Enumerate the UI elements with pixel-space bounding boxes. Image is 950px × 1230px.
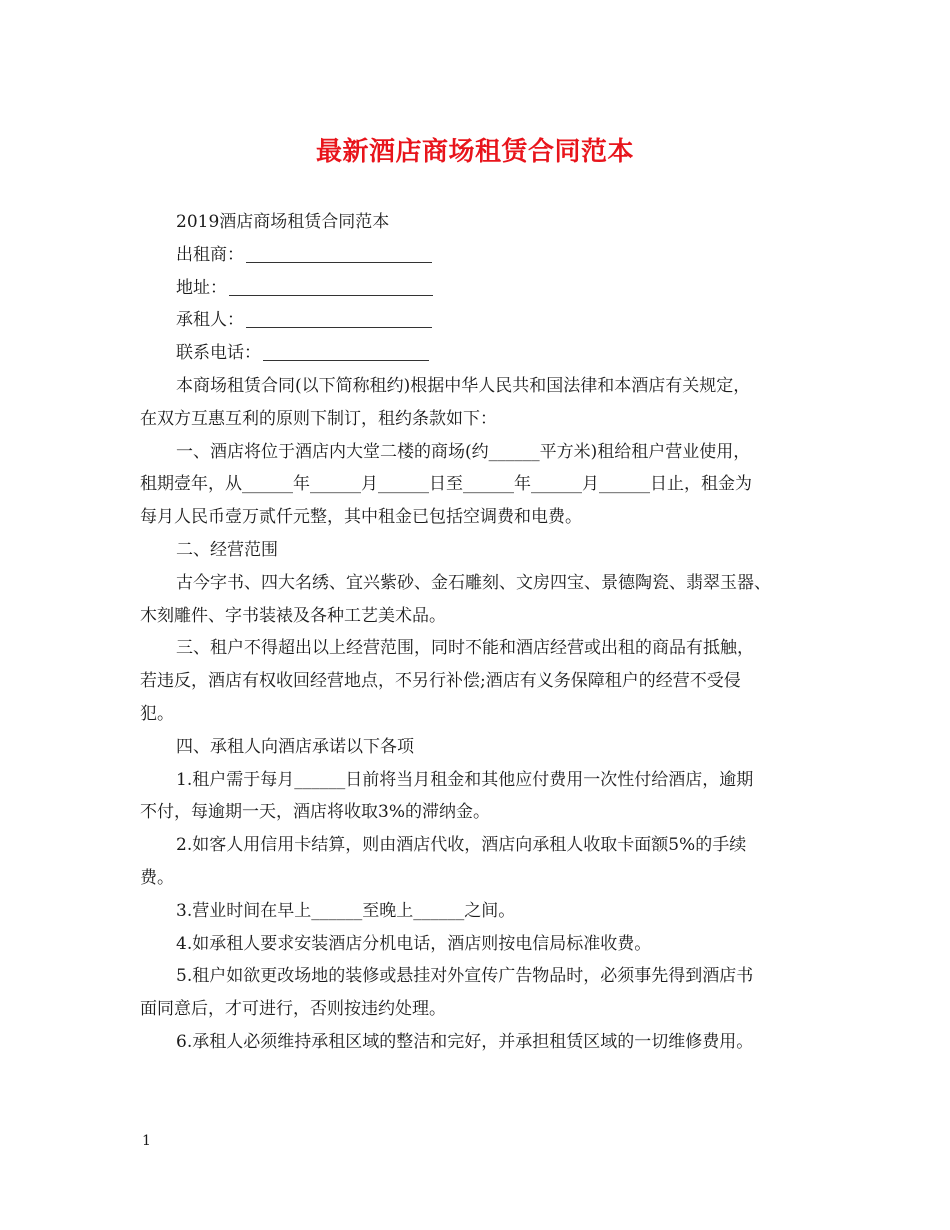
contract-line: 四、承租人向酒店承诺以下各项: [176, 736, 414, 757]
contract-line: 犯。: [140, 703, 174, 724]
contract-line: 每月人民币壹万贰仟元整，其中租金已包括空调费和电费。: [140, 507, 582, 528]
contract-line: 一、酒店将位于酒店内大堂二楼的商场(约______平方米)租给租户营业使用，: [176, 441, 751, 462]
contract-line: 4.如承租人要求安装酒店分机电话，酒店则按电信局标准收费。: [176, 933, 652, 954]
contract-line: 费。: [140, 867, 174, 888]
document-body: [140, 206, 812, 1059]
phone-blank: [263, 359, 429, 361]
document-subtitle: 2019酒店商场租赁合同范本: [176, 212, 390, 232]
lessor-blank: [246, 261, 432, 263]
contract-line: 5.租户如欲更改场地的装修或悬挂对外宣传广告物品时，必须事先得到酒店书: [176, 966, 754, 987]
contract-line: 二、经营范围: [176, 539, 278, 560]
address-label: 地址：: [176, 277, 227, 298]
contract-line: 古今字书、四大名绣、宜兴紫砂、金石雕刻、文房四宝、景德陶瓷、翡翠玉器、: [176, 572, 771, 593]
contract-line: 在双方互惠互利的原则下制订，租约条款如下：: [140, 408, 497, 429]
contract-line: 不付，每逾期一天，酒店将收取3%的滞纳金。: [140, 802, 490, 823]
address-blank: [229, 294, 433, 296]
lessor-field: [140, 239, 812, 272]
contract-line: 三、租户不得超出以上经营范围，同时不能和酒店经营或出租的商品有抵触，: [176, 638, 754, 659]
phone-field: [140, 337, 812, 370]
page-number: 1: [142, 1133, 151, 1149]
contract-line: 3.营业时间在早上______至晚上______之间。: [176, 900, 516, 921]
contract-line: 本商场租赁合同(以下简称租约)根据中华人民共和国法律和本酒店有关规定，: [176, 375, 751, 396]
lessor-label: 出租商：: [176, 244, 244, 265]
phone-label: 联系电话：: [176, 343, 261, 364]
contract-line: 1.租户需于每月______日前将当月租金和其他应付费用一次性付给酒店，逾期: [176, 769, 754, 790]
lessee-label: 承租人：: [176, 310, 244, 331]
contract-line: 若违反，酒店有权收回经营地点，不另行补偿;酒店有义务保障租户的经营不受侵: [140, 671, 741, 692]
contract-line: 租期壹年，从______年______月______日至______年______月______日止，租金为: [140, 474, 752, 495]
contract-line: 面同意后，才可进行，否则按违约处理。: [140, 999, 446, 1020]
contract-line: 木刻雕件、字书装裱及各种工艺美术品。: [140, 605, 446, 626]
lessee-blank: [246, 326, 432, 328]
page-title: 最新酒店商场租赁合同范本: [315, 137, 634, 167]
address-field: [140, 272, 812, 305]
contract-line: 6.承租人必须维持承租区域的整洁和完好，并承担租赁区域的一切维修费用。: [176, 1031, 754, 1052]
contract-paragraphs: [140, 370, 812, 1059]
contract-line: 2.如客人用信用卡结算，则由酒店代收，酒店向承租人收取卡面额5%的手续: [176, 835, 747, 856]
lessee-field: [140, 304, 812, 337]
